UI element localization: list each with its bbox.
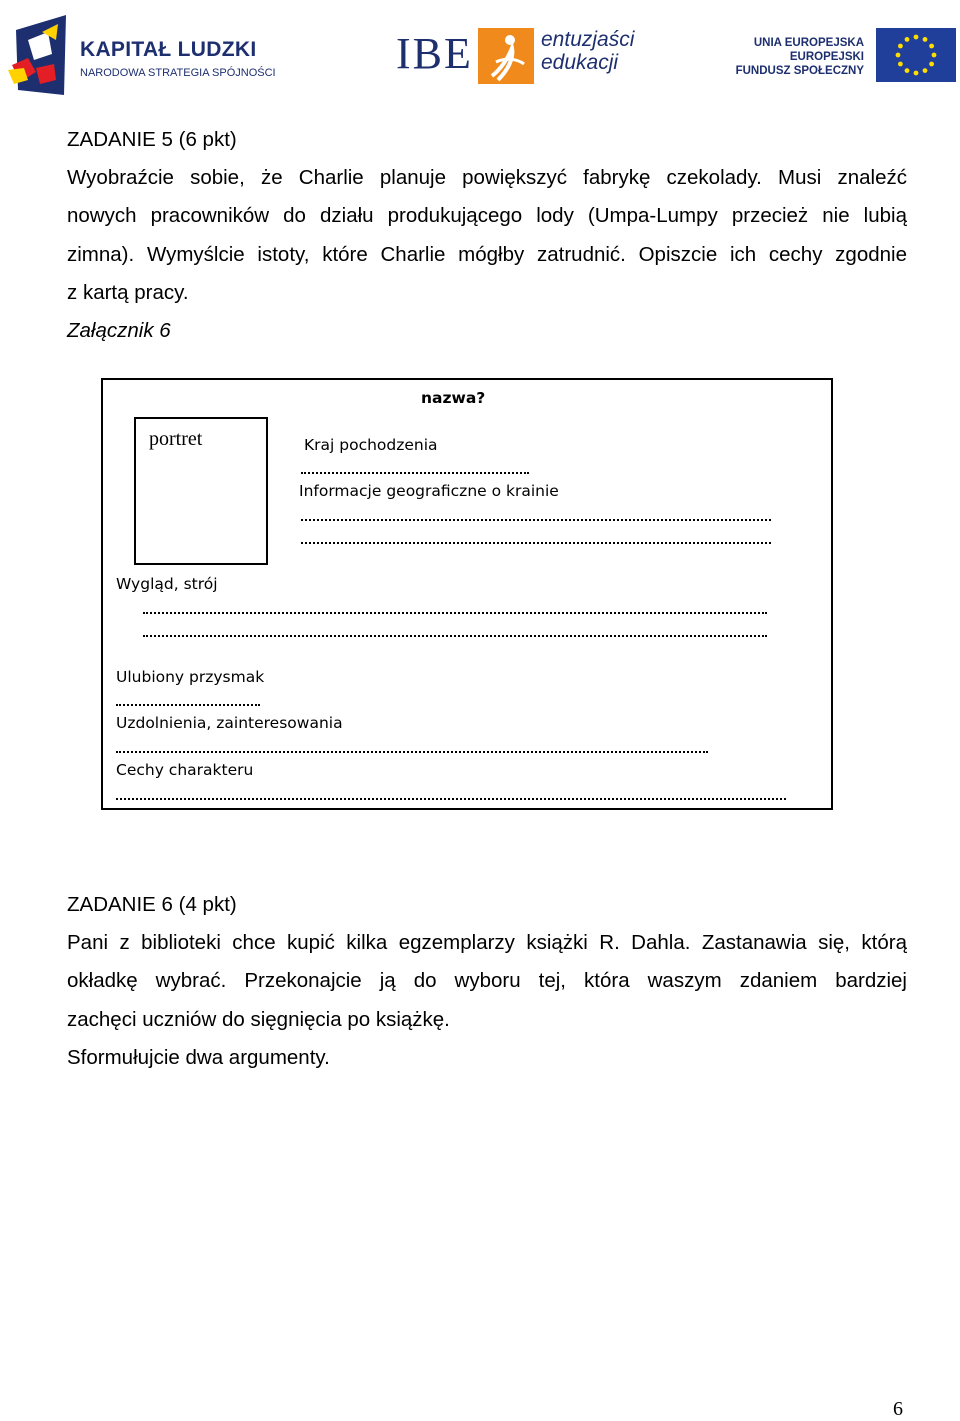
entuzjasci-wordmark xyxy=(541,28,634,74)
eu-fund-wordmark xyxy=(736,36,864,78)
origin-answer-line[interactable] xyxy=(301,472,529,474)
kapital-ludzki-title: KAPITAŁ LUDZKI xyxy=(80,38,257,61)
talents-answer-line[interactable] xyxy=(116,751,708,753)
favorite-treat-label: Ulubiony przysmak xyxy=(116,668,265,686)
appearance-answer-line-1[interactable] xyxy=(143,612,767,614)
kapital-ludzki-logo xyxy=(6,10,276,100)
entuzjasci-line1: entuzjaści xyxy=(541,28,635,51)
task6-heading: ZADANIE 6 (4 pkt) xyxy=(67,893,237,916)
portrait-label: portret xyxy=(149,428,203,450)
task6-line2: okładkę wybrać. Przekonajcie ją do wyboru tej, która waszym zdaniem bardziej xyxy=(67,969,907,993)
geo-info-label: Informacje geograficzne o krainie xyxy=(299,482,559,500)
appearance-answer-line-2[interactable] xyxy=(143,635,767,637)
attachment-label: Załącznik 6 xyxy=(67,319,171,342)
task5-line2: nowych pracowników do działu produkującego lody (Umpa-Lumpy przecież nie lubią xyxy=(67,204,907,228)
geo-info-answer-line-1[interactable] xyxy=(301,519,771,521)
task5-line3: zimna). Wymyślcie istoty, które Charlie mógłby zatrudnić. Opiszcie ich cechy zgodnie xyxy=(67,242,907,266)
task5-body xyxy=(67,159,907,312)
card-title: nazwa? xyxy=(421,389,486,407)
portrait-box[interactable] xyxy=(134,417,268,565)
task6-line3: zachęci uczniów do sięgnięcia po książkę. xyxy=(67,1007,450,1031)
eu-line1: UNIA EUROPEJSKA xyxy=(753,37,864,49)
page-header xyxy=(0,0,960,110)
entuzjasci-figure-icon xyxy=(478,28,534,84)
character-label: Cechy charakteru xyxy=(116,761,254,779)
ibe-wordmark: IBE xyxy=(396,29,473,78)
eu-flag-icon xyxy=(876,28,956,82)
task5-line4: z kartą pracy. xyxy=(67,280,189,304)
page-number: 6 xyxy=(893,1398,903,1420)
task6-body xyxy=(67,924,907,1077)
task5-line1: Wyobraźcie sobie, że Charlie planuje powiększyć fabrykę czekolady. Musi znaleźć xyxy=(67,166,907,189)
favorite-treat-answer-line[interactable] xyxy=(116,704,260,706)
appearance-label: Wygląd, strój xyxy=(116,575,218,593)
eu-line3: FUNDUSZ SPOŁECZNY xyxy=(735,65,864,77)
character-answer-line[interactable] xyxy=(116,798,786,800)
task6-line4: Sformułujcie dwa argumenty. xyxy=(67,1045,330,1069)
talents-label: Uzdolnienia, zainteresowania xyxy=(116,714,343,732)
task6-line1: Pani z biblioteki chce kupić kilka egzemplarzy książki R. Dahla. Zastanawia się, którą xyxy=(67,931,907,954)
task5-heading: ZADANIE 5 (6 pkt) xyxy=(67,128,237,151)
eu-line2: EUROPEJSKI xyxy=(789,51,864,63)
entuzjasci-line2: edukacji xyxy=(541,51,619,74)
origin-label: Kraj pochodzenia xyxy=(304,436,438,454)
kapital-ludzki-emblem-icon xyxy=(6,10,76,100)
geo-info-answer-line-2[interactable] xyxy=(301,542,771,544)
ibe-logo xyxy=(392,24,642,88)
kapital-ludzki-subtitle: NARODOWA STRATEGIA SPÓJNOŚCI xyxy=(80,67,276,79)
work-card xyxy=(101,378,833,810)
